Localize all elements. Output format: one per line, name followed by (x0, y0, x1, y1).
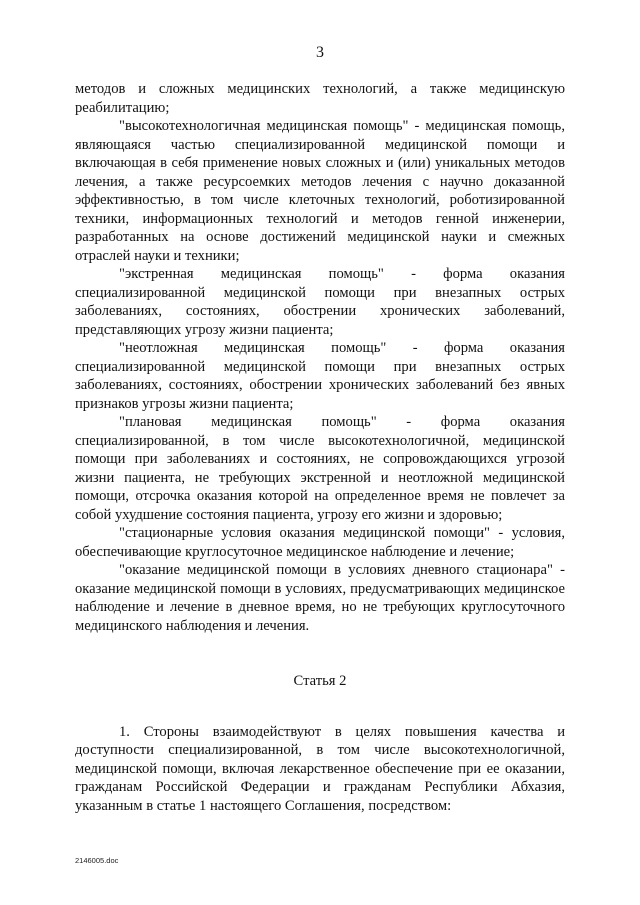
definition-day-hospital-care: "оказание медицинской помощи в условиях дневного стационара" - оказание медицинской помощи в условиях, предусматривающих медицинское наблюдение и лечение в дневное время, но не требующих круглосуточного медицинского наблюдения и лечения. (75, 562, 565, 634)
definition-planned-care: "плановая медицинская помощь" - форма оказания специализированной, в том числе высокотехнологичной, медицинской помощи при заболеваниях и состояниях, не сопровождающихся угрозой жизни пациента, не требующих экстренной и неотложной медицинской помощи, отсрочка оказания которой на определенное время не повлечет за собой ухудшение состояния пациента, угрозу его жизни и здоровью; (75, 414, 565, 523)
paragraph-continuation: методов и сложных медицинских технологий, а также медицинскую реабилитацию; (75, 81, 565, 116)
page-number: 3 (316, 44, 324, 61)
definition-inpatient-conditions: "стационарные условия оказания медицинской помощи" - условия, обеспечивающие круглосуточное медицинское наблюдение и лечение; (75, 525, 565, 560)
definition-high-tech-care: "высокотехнологичная медицинская помощь" - медицинская помощь, являющаяся частью специализированной медицинской помощи и включающая в себя применение новых сложных и (или) уникальных методов лечения, а также ресурсоемких методов лечения с научно доказанной эффективностью, в том числе клеточных технологий, роботизированной техники, информационных технологий и методов генной инженерии, разработанных на основе достижений медицинской науки и смежных отраслей науки и техники; (75, 118, 565, 264)
document-body (75, 80, 565, 815)
footer-file-code: 2146005.doc (75, 856, 119, 865)
definition-emergency-care: "экстренная медицинская помощь" - форма оказания специализированной медицинской помощи при внезапных острых заболеваниях, состояниях, обострении хронических заболеваний, представляющих угрозу жизни пациента; (75, 266, 565, 338)
definition-urgent-care: "неотложная медицинская помощь" - форма оказания специализированной медицинской помощи при внезапных острых заболеваниях, состояниях, обострении хронических заболеваний без явных признаков угрозы жизни пациента; (75, 340, 565, 412)
article-heading: Статья 2 (293, 673, 347, 689)
article-2-clause-1: 1. Стороны взаимодействуют в целях повышения качества и доступности специализированной, в том числе высокотехнологичной, медицинской помощи, включая лекарственное обеспечение при ее оказании, гражданам Российской Федерации и гражданам Республики Абхазия, указанным в статье 1 настоящего Соглашения, посредством: (75, 723, 565, 814)
